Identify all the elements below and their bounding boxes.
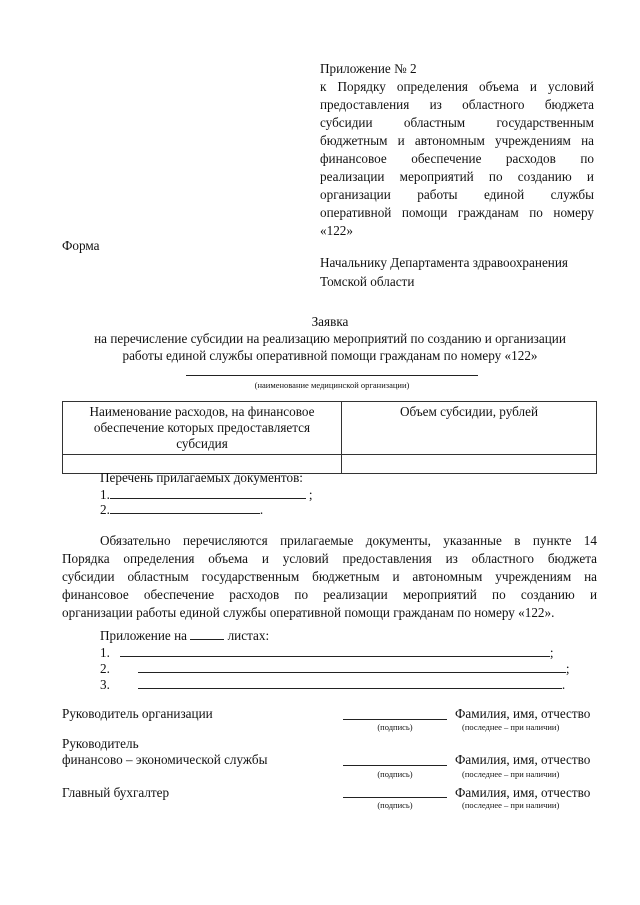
paragraph-line: организации работы единой службы оперативной помощи гражданам по номеру «122». (62, 605, 555, 620)
appendix-line: реализации мероприятий по созданию и (320, 169, 594, 184)
documents-item-1 (100, 487, 313, 503)
signature-caption: (подпись) (377, 769, 413, 779)
recipient-line-1: Начальнику Департамента здравоохранения (320, 255, 568, 270)
heading-title: Заявка (311, 314, 349, 329)
appendix-block (320, 60, 594, 240)
expense-table (62, 401, 597, 474)
documents-item-line[interactable] (110, 487, 306, 499)
paragraph-line: Порядка определения объема и условий предоставления из областного бюджета (62, 551, 597, 566)
form-label: Форма (62, 238, 100, 253)
appendix-last-line: «122» (320, 223, 353, 238)
signature-note: (последнее – при наличии) (462, 769, 560, 779)
attachment-item-number: 2. (100, 661, 110, 676)
signature-fio: Фамилия, имя, отчество (455, 752, 591, 767)
appendix-line: оперативной помощи гражданам по номеру (320, 205, 594, 220)
paragraph-block (62, 532, 597, 622)
documents-item-end: . (259, 502, 264, 517)
appendix-line: финансовое обеспечение расходов по (320, 151, 594, 166)
signature-line[interactable] (343, 765, 447, 766)
documents-item-line[interactable] (110, 502, 260, 514)
signature-label-2: финансово – экономической службы (62, 752, 268, 767)
paragraph-line: Обязательно перечисляются прилагаемые документы, указанные в пункте 14 (100, 533, 597, 548)
signature-note: (последнее – при наличии) (462, 800, 560, 810)
appendix-line: к Порядку определения объема и условий (320, 79, 594, 94)
documents-item-number: 1. (100, 487, 110, 502)
attachments-suffix: листах: (227, 628, 270, 643)
attachment-item-line[interactable] (138, 677, 562, 689)
signature-line[interactable] (343, 719, 447, 720)
recipient-block (320, 253, 568, 291)
appendix-line: субсидии областным государственным (320, 115, 594, 130)
appendix-title: Приложение № 2 (320, 61, 417, 76)
attachment-item-line[interactable] (138, 661, 566, 673)
signature-label: Руководитель (62, 736, 139, 751)
paragraph-line: финансовое обеспечение расходов по реализации мероприятий по созданию и (62, 587, 597, 602)
attachment-item-end: . (561, 677, 566, 692)
appendix-line: организации работы единой службы (320, 187, 594, 202)
heading-line-1: на перечисление субсидии на реализацию мероприятий по созданию и организации (94, 331, 566, 346)
attachment-item-number: 1. (100, 645, 110, 660)
attachment-item-number: 3. (100, 677, 110, 692)
table-cell[interactable] (342, 455, 597, 474)
signature-line[interactable] (343, 797, 447, 798)
table-header-amount: Объем субсидии, рублей (342, 402, 597, 455)
signature-label: Главный бухгалтер (62, 785, 170, 800)
attachment-item-end: ; (565, 661, 570, 676)
signature-fio: Фамилия, имя, отчество (455, 785, 591, 800)
appendix-line: предоставления из областного бюджета (320, 97, 594, 112)
signature-caption: (подпись) (377, 722, 413, 732)
documents-item-end: ; (308, 487, 313, 502)
table-header-row (63, 402, 597, 455)
paragraph-line: субсидии областным государственным бюджетным и автономным учреждениям на (62, 569, 597, 584)
signature-caption: (подпись) (377, 800, 413, 810)
attachments-prefix: Приложение на (100, 628, 187, 643)
attachment-item-end: ; (549, 645, 554, 660)
documents-title: Перечень прилагаемых документов: (100, 470, 303, 485)
appendix-line: бюджетным и автономным учреждениям на (320, 133, 594, 148)
attachments-header (100, 628, 269, 644)
signature-label: Руководитель организации (62, 706, 213, 721)
documents-item-number: 2. (100, 502, 110, 517)
attachment-item-2 (100, 661, 570, 677)
org-name-caption: (наименование медицинской организации) (254, 380, 410, 390)
attachment-item-3 (100, 677, 565, 693)
org-name-line (186, 375, 478, 376)
table-header-expense: Наименование расходов, на финансовое обеспечение которых предоставляется субсидия (63, 402, 342, 455)
attachment-item-line[interactable] (120, 645, 550, 657)
recipient-line-2: Томской области (320, 274, 415, 289)
attachments-sheets-field[interactable] (190, 628, 224, 640)
signature-fio: Фамилия, имя, отчество (455, 706, 591, 721)
attachment-item-1 (100, 645, 554, 661)
documents-item-2 (100, 502, 263, 518)
heading-line-2: работы единой службы оперативной помощи гражданам по номеру «122» (122, 348, 538, 363)
signature-note: (последнее – при наличии) (462, 722, 560, 732)
heading-block (40, 313, 620, 364)
